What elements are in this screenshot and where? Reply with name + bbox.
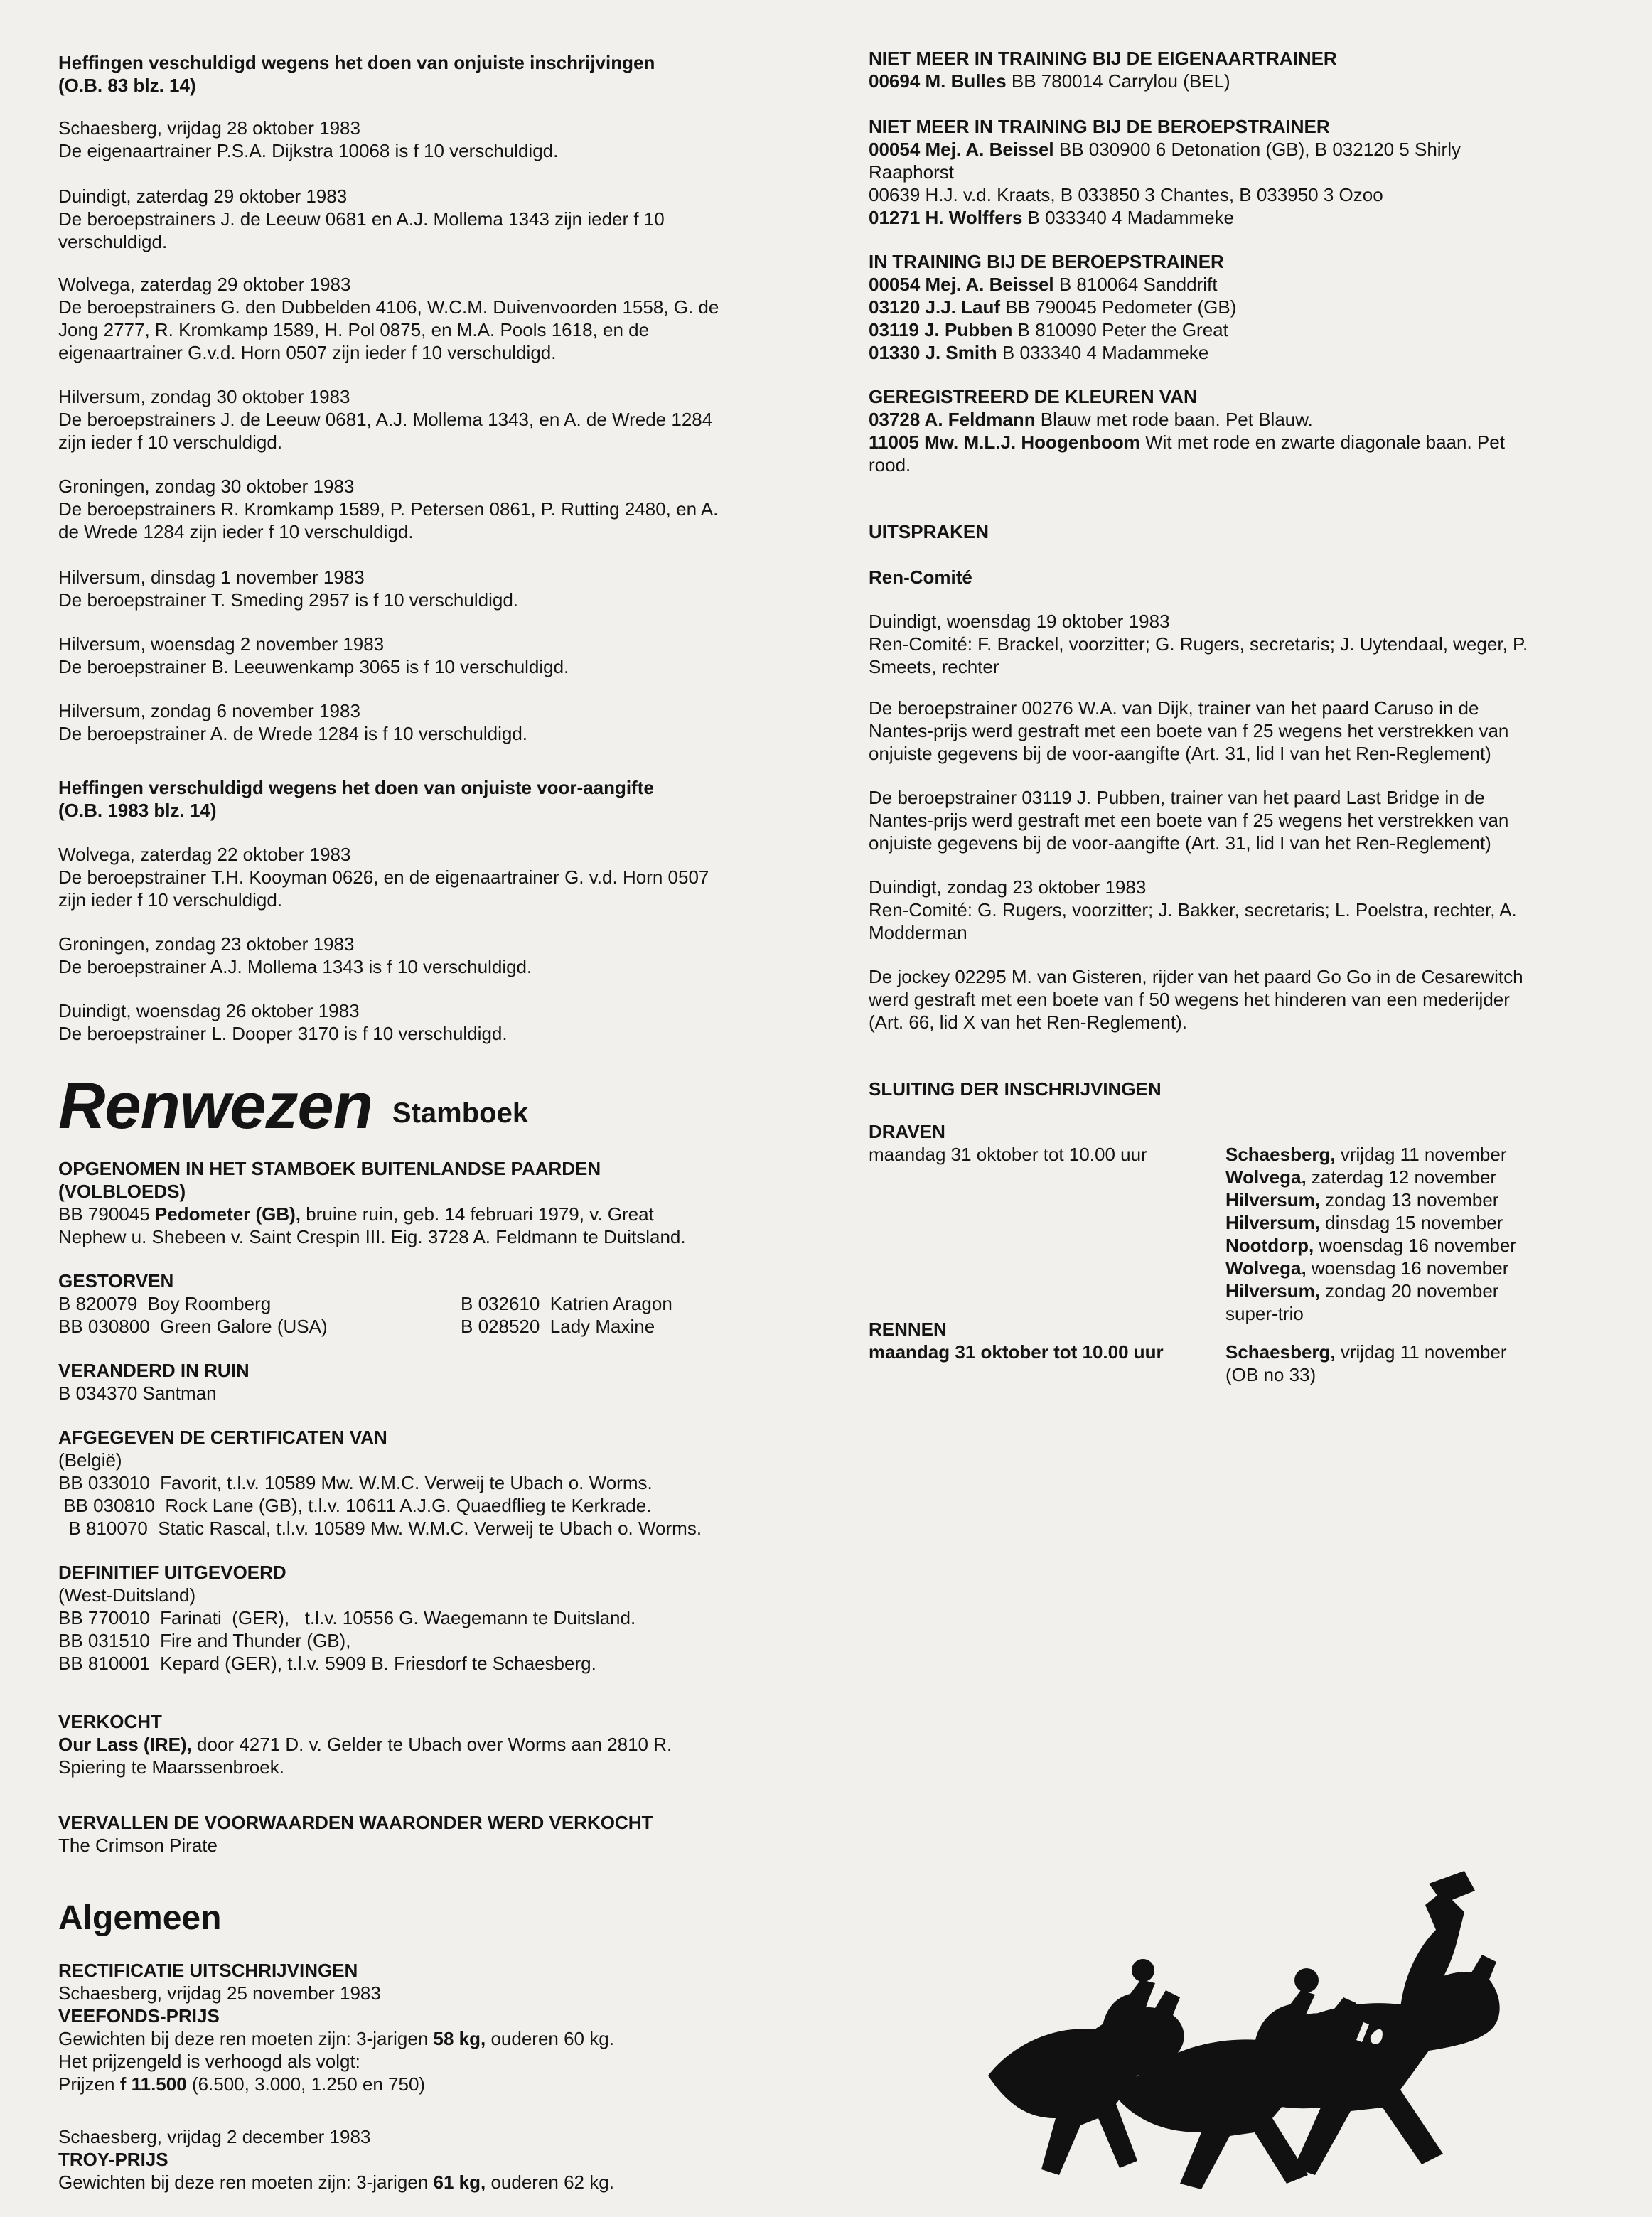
list-item: BB 770010 Farinati (GER), t.l.v. 10556 G. Waegemann te Duitsland. [58,1607,636,1628]
text-line: RECTIFICATIE UITSCHRIJVINGEN [58,1960,358,1981]
text-line: Schaesberg, [1225,1144,1336,1165]
text-line: UITSPRAKEN [869,521,989,542]
fee-entry [58,185,826,253]
text-line: Wolvega, [1225,1166,1307,1188]
text-line: Ren-Comité: G. Rugers, voorzitter; J. Bakker, secretaris; L. Poelstra, rechter, A. [869,899,1517,920]
text-line: De beroepstrainers J. de Leeuw 0681 en A.J. Mollema 1343 zijn ieder f 10 [58,208,665,230]
text-line: Duindigt, zondag 23 oktober 1983 [869,876,1147,898]
section-title-renwezen [58,1072,826,1140]
text-line: Spiering te Maarssenbroek. [58,1756,284,1778]
text-line: De beroepstrainers R. Kromkamp 1589, P. Petersen 0861, P. Rutting 2480, en A. [58,498,719,520]
text-line: Heffingen verschuldigd wegens het doen van onjuiste voor-aangifte [58,777,654,798]
text-line: Duindigt, woensdag 19 oktober 1983 [869,611,1170,632]
text-line: Het prijzengeld is verhoogd als volgt: [58,2051,360,2072]
text-line: NIET MEER IN TRAINING BIJ DE BEROEPSTRAINER [869,116,1330,137]
opgenomen-section [58,1157,826,1248]
text-line: Prijzen [58,2073,120,2095]
text-line: 58 kg, [433,2028,486,2049]
text-line: Algemeen [58,1899,222,1937]
list-item [1225,1188,1516,1211]
text-line: (Art. 66, lid X van het Ren-Reglement). [869,1011,1187,1033]
list-item [1225,1234,1516,1257]
text-line: De beroepstrainer T. Smeding 2957 is f 10 verschuldigd. [58,589,519,611]
text-line: eigenaartrainer G.v.d. Horn 0507 zijn ieder f 10 verschuldigd. [58,342,557,363]
text-line: Wit met rode en zwarte diagonale baan. Pet [1139,431,1505,453]
text-line: 00054 Mej. A. Beissel [869,139,1054,160]
fee-entry [58,273,826,364]
list-item: BB 030810 Rock Lane (GB), t.l.v. 10611 A.J.G. Quaedflieg te Kerkrade. [58,1495,652,1516]
text-line: VERVALLEN DE VOORWAARDEN WAARONDER WERD VERKOCHT [58,1812,653,1833]
text-line: Hilversum, woensdag 2 november 1983 [58,633,385,655]
text-line: De eigenaartrainer P.S.A. Dijkstra 10068 is f 10 verschuldigd. [58,140,559,161]
racing-horses-silhouette-icon [974,1862,1514,2196]
list-item: B 032610 Katrien Aragon [461,1293,672,1314]
fee-entry [58,933,826,978]
text-line: Hilversum, [1225,1189,1320,1211]
text-line: werd gestraft met een boete van f 50 wegens het hinderen van een mederijder [869,989,1510,1010]
certificaten-section [58,1426,826,1540]
text-line: Blauw met rode baan. Pet Blauw. [1035,409,1313,430]
text-line: De beroepstrainer T.H. Kooyman 0626, en de eigenaartrainer G. v.d. Horn 0507 [58,866,709,888]
text-line: De beroepstrainer 03119 J. Pubben, trainer van het paard Last Bridge in de [869,787,1485,808]
text-line: zaterdag 12 november [1306,1166,1497,1188]
text-line: B 033340 4 Madammeke [1022,207,1235,228]
text-line: Ren-Comité: F. Brackel, voorzitter; G. Rugers, secretaris; J. Uytendaal, weger, P. [869,633,1528,655]
list-item [1225,1363,1507,1386]
text-line: Pedometer (GB), [154,1203,301,1225]
text-line: Raaphorst [869,161,954,183]
text-line: dinsdag 15 november [1319,1212,1503,1233]
text-line: (West-Duitsland) [58,1584,196,1606]
fee-entry [58,843,826,911]
text-line: DRAVEN [869,1121,945,1142]
uitspraak-block [869,697,1622,765]
text-line: 00054 Mej. A. Beissel [869,274,1054,295]
text-line: verschuldigd. [58,231,168,252]
text-line: vrijdag 11 november [1335,1144,1507,1165]
list-item [1225,1211,1516,1234]
fees-wrong-entries-heading [58,51,826,97]
uitspraak-block [869,965,1622,1034]
rencomite-heading [869,566,1622,589]
in-training-section [869,250,1622,364]
text-line: De beroepstrainer B. Leeuwenkamp 3065 is f 10 verschuldigd. [58,656,569,677]
uitgevoerd-section [58,1561,826,1675]
text-line: Hilversum, zondag 30 oktober 1983 [58,386,350,407]
rennen-section [869,1318,1622,1386]
fee-entry [58,633,826,678]
list-item [1225,1143,1516,1166]
fees-wrong-preentry-heading [58,776,826,822]
text-line: De beroepstrainers G. den Dubbelden 4106, W.C.M. Duivenvoorden 1558, G. de [58,296,719,318]
text-line: De beroepstrainer A.J. Mollema 1343 is f 10 verschuldigd. [58,956,532,977]
text-line: 00639 H.J. v.d. Kraats, B 033850 3 Chantes, B 033950 3 Ozoo [869,184,1383,205]
vervallen-section [58,1811,826,1857]
draven-section [869,1120,1622,1325]
section-title-algemeen [58,1899,826,1938]
text-line: De beroepstrainers J. de Leeuw 0681, A.J. Mollema 1343, en A. de Wrede 1284 [58,409,713,430]
text-line: Schaesberg, vrijdag 28 oktober 1983 [58,117,360,139]
uitspraak-block [869,786,1622,854]
text-line: Modderman [869,922,967,943]
text-line: maandag 31 oktober tot 10.00 uur [869,1341,1164,1363]
text-line: DEFINITIEF UITGEVOERD [58,1562,286,1583]
text-line: onjuiste gegevens bij de voor-aangifte (Art. 31, lid I van het Ren-Reglement) [869,743,1491,764]
text-line: maandag 31 oktober tot 10.00 uur [869,1144,1147,1165]
text-line: Jong 2777, R. Kromkamp 1589, H. Pol 0875, en M.A. Pools 1618, en de [58,319,650,340]
text-line: vrijdag 11 november [1335,1341,1507,1363]
text-line: 03119 J. Pubben [869,319,1013,340]
text-line: Duindigt, zaterdag 29 oktober 1983 [58,186,348,207]
list-item [869,318,1622,341]
text-line: ouderen 62 kg. [486,2172,614,2193]
text-line: de Wrede 1284 zijn ieder f 10 verschuldigd. [58,521,414,542]
text-line: woensdag 16 november [1314,1235,1516,1256]
text-line: rood. [869,454,911,476]
fee-entry [58,475,826,543]
text-line: De beroepstrainer 00276 W.A. van Dijk, trainer van het paard Caruso in de [869,697,1479,719]
verkocht-section [58,1710,826,1778]
fee-entry [58,699,826,745]
text-line: (6.500, 3.000, 1.250 en 750) [186,2073,426,2095]
text-line: VERKOCHT [58,1711,162,1732]
text-line: (VOLBLOEDS) [58,1181,186,1202]
text-line: zondag 20 november [1319,1280,1499,1301]
text-line: Gewichten bij deze ren moeten zijn: 3-jarigen [58,2172,434,2193]
list-item: BB 030800 Green Galore (USA) [58,1316,328,1337]
text-line: Wolvega, [1225,1257,1307,1279]
text-line: RENNEN [869,1319,947,1340]
algemeen-section [58,1959,826,2095]
renwezen-title: Renwezen [58,1070,372,1142]
uitspraken-heading [869,520,1622,543]
list-item: B 810070 Static Rascal, t.l.v. 10589 Mw. W.M.C. Verweij te Ubach o. Worms. [58,1518,702,1539]
text-line: (O.B. 83 blz. 14) [58,75,196,96]
text-line: BB 790045 Pedometer (GB) [1000,296,1237,318]
text-line: SLUITING DER INSCHRIJVINGEN [869,1078,1162,1100]
uitspraak-block [869,876,1622,944]
text-line: Hilversum, dinsdag 1 november 1983 [58,567,365,588]
text-line: super-trio [1225,1303,1304,1324]
text-line: B 034370 Santman [58,1383,217,1404]
text-line: Duindigt, woensdag 26 oktober 1983 [58,1000,360,1021]
text-line: Groningen, zondag 23 oktober 1983 [58,933,355,955]
text-line: Our Lass (IRE), [58,1734,192,1755]
text-line: OPGENOMEN IN HET STAMBOEK BUITENLANDSE PAARDEN [58,1158,601,1179]
uitspraak-block [869,610,1622,678]
text-line: GESTORVEN [58,1270,174,1292]
text-line: woensdag 16 november [1306,1257,1509,1279]
sluiting-heading [869,1078,1622,1100]
fee-entry [58,566,826,611]
text-line: Smeets, rechter [869,656,999,677]
kleuren-section [869,385,1622,476]
text-line: Hilversum, [1225,1212,1320,1233]
text-line: zijn ieder f 10 verschuldigd. [58,889,283,911]
text-line: onjuiste gegevens bij de voor-aangifte (Art. 31, lid I van het Ren-Reglement) [869,832,1491,854]
text-line: door 4271 D. v. Gelder te Ubach over Worms aan 2810 R. [191,1734,672,1755]
ruin-section [58,1359,826,1405]
text-line: zijn ieder f 10 verschuldigd. [58,431,283,453]
niet-beroepstrainer-section [869,115,1622,229]
text-line: 61 kg, [433,2172,486,2193]
text-line: 01330 J. Smith [869,342,997,363]
list-item [1225,1166,1516,1188]
text-line: De beroepstrainer A. de Wrede 1284 is f 10 verschuldigd. [58,723,528,744]
text-line: 03120 J.J. Lauf [869,296,1000,318]
troy-section [58,2125,826,2194]
text-line: Nootdorp, [1225,1235,1314,1256]
text-line: Gewichten bij deze ren moeten zijn: 3-jarigen [58,2028,434,2049]
text-line: Hilversum, [1225,1280,1320,1301]
text-line: Heffingen veschuldigd wegens het doen van onjuiste inschrijvingen [58,52,655,73]
list-item [869,296,1622,318]
list-item [869,273,1622,296]
text-line: bruine ruin, geb. 14 februari 1979, v. Great [301,1203,654,1225]
fee-entry [58,385,826,453]
text-line: NIET MEER IN TRAINING BIJ DE EIGENAARTRAINER [869,48,1337,69]
text-line: TROY-PRIJS [58,2149,168,2170]
text-line: 01271 H. Wolffers [869,207,1023,228]
text-line: B 810064 Sanddrift [1053,274,1218,295]
text-line: Wolvega, zaterdag 22 oktober 1983 [58,844,351,865]
text-line: 03728 A. Feldmann [869,409,1036,430]
list-item: B 028520 Lady Maxine [461,1316,655,1337]
list-item [1225,1341,1507,1363]
text-line: 11005 Mw. M.L.J. Hoogenboom [869,431,1140,453]
text-line: IN TRAINING BIJ DE BEROEPSTRAINER [869,251,1224,272]
text-line: Hilversum, zondag 6 november 1983 [58,700,360,721]
text-line: Schaesberg, vrijdag 2 december 1983 [58,2126,371,2147]
text-line: Schaesberg, [1225,1341,1336,1363]
fee-entry [58,117,826,162]
text-line: B 033340 4 Madammeke [997,342,1209,363]
text-line: GEREGISTREERD DE KLEUREN VAN [869,386,1197,407]
text-line: (O.B. 1983 blz. 14) [58,800,217,821]
text-line: 00694 M. Bulles [869,70,1007,92]
list-item: BB 031510 Fire and Thunder (GB), [58,1630,351,1651]
text-line: The Crimson Pirate [58,1835,218,1856]
text-line: (OB no 33) [1225,1364,1316,1385]
list-item [869,341,1622,364]
text-line: ouderen 60 kg. [486,2028,614,2049]
text-line: BB 790045 [58,1203,155,1225]
list-item [1225,1279,1516,1302]
text-line: VERANDERD IN RUIN [58,1360,250,1381]
text-line: AFGEGEVEN DE CERTIFICATEN VAN [58,1427,387,1448]
list-item: BB 033010 Favorit, t.l.v. 10589 Mw. W.M.C. Verweij te Ubach o. Worms. [58,1472,653,1493]
text-line: BB 030900 6 Detonation (GB), B 032120 5 Shirly [1053,139,1461,160]
text-line: Schaesberg, vrijdag 25 november 1983 [58,1982,381,2004]
text-line: De jockey 02295 M. van Gisteren, rijder van het paard Go Go in de Cesarewitch [869,966,1523,987]
text-line: Nantes-prijs werd gestraft met een boete van f 25 wegens het verstrekken van [869,810,1509,831]
text-line: De beroepstrainer L. Dooper 3170 is f 10 verschuldigd. [58,1023,508,1044]
text-line: zondag 13 november [1319,1189,1499,1211]
list-item: B 820079 Boy Roomberg [58,1293,272,1314]
list-item [1225,1257,1516,1279]
text-line: VEEFONDS-PRIJS [58,2005,220,2027]
text-line: f 11.500 [119,2073,187,2095]
text-line: (België) [58,1449,122,1471]
text-line: Wolvega, zaterdag 29 oktober 1983 [58,274,351,295]
text-line: B 810090 Peter the Great [1012,319,1228,340]
list-item: BB 810001 Kepard (GER), t.l.v. 5909 B. Friesdorf te Schaesberg. [58,1653,596,1674]
text-line: Nephew u. Shebeen v. Saint Crespin III. Eig. 3728 A. Feldmann te Duitsland. [58,1226,686,1247]
text-line: Ren-Comité [869,567,972,588]
text-line: BB 780014 Carrylou (BEL) [1006,70,1230,92]
stamboek-subtitle: Stamboek [392,1097,529,1129]
niet-eigenaartrainer-section [869,47,1622,92]
text-line: Nantes-prijs werd gestraft met een boete van f 25 wegens het verstrekken van [869,720,1509,741]
gestorven-section [58,1269,826,1338]
text-line: Groningen, zondag 30 oktober 1983 [58,476,355,497]
fee-entry [58,999,826,1045]
